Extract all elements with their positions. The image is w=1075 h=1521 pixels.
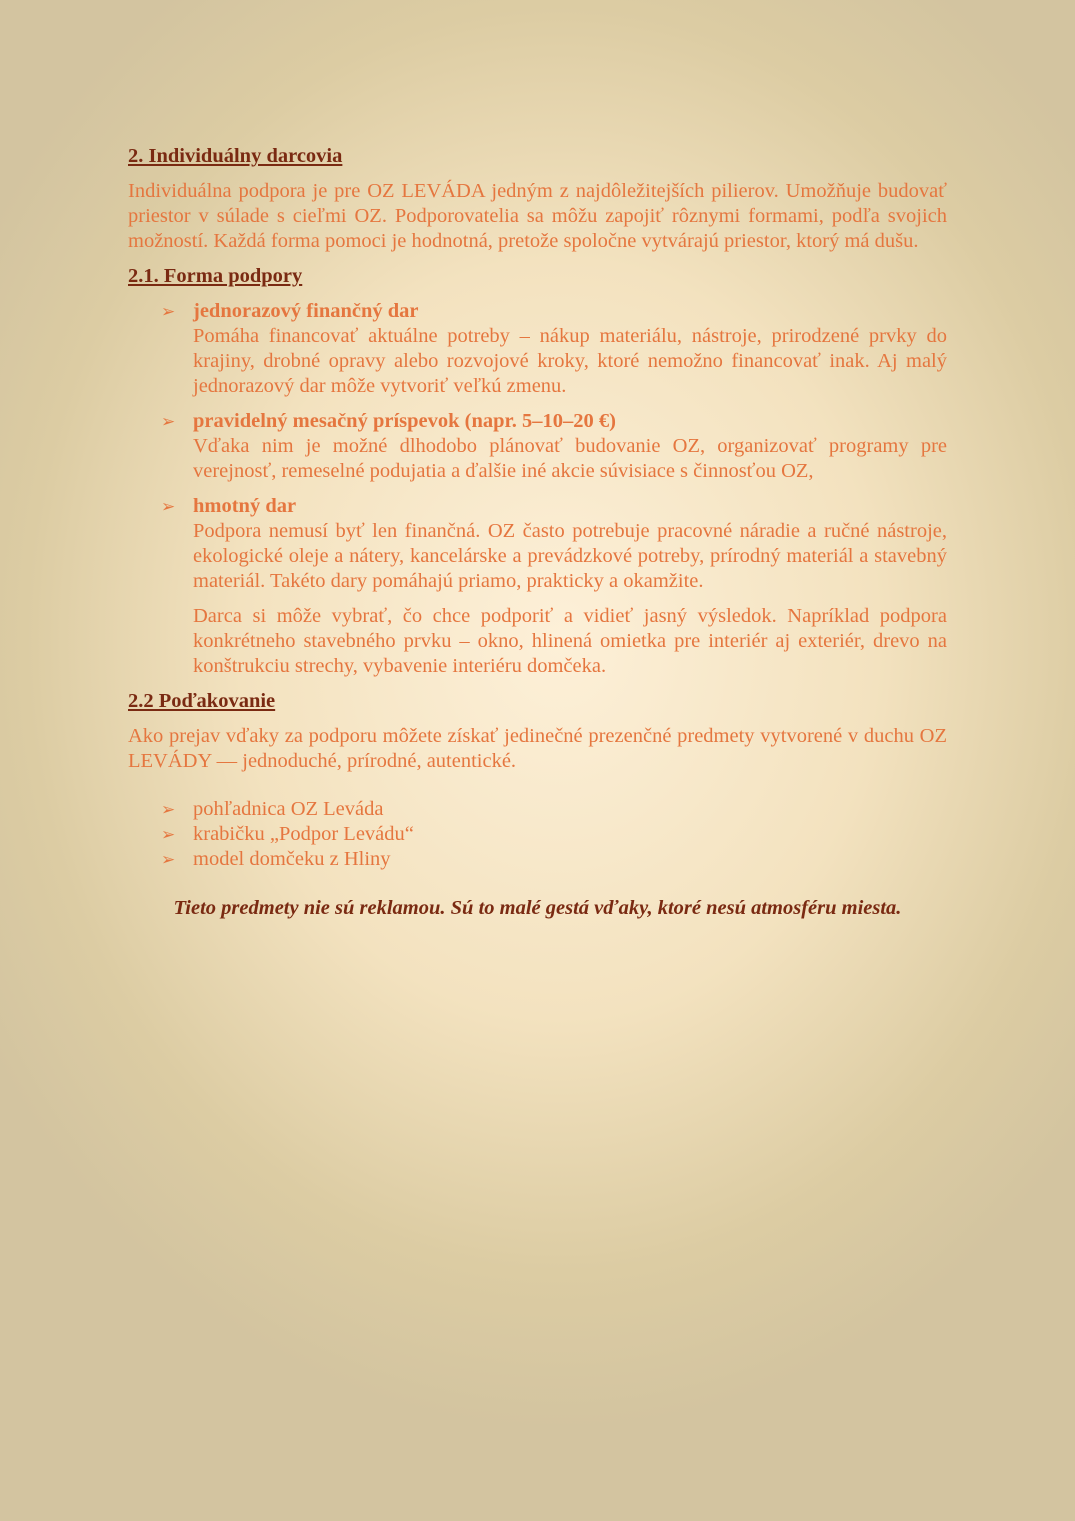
arrow-bullet-icon: ➢ — [161, 412, 176, 431]
form-title: pravidelný mesačný príspevok (napr. 5–10–20 €) — [193, 410, 616, 432]
list-item — [128, 409, 947, 484]
subsection-heading-thanks: 2.2 Poďakovanie — [128, 690, 276, 712]
document-page — [128, 144, 947, 921]
closing-statement: Tieto predmety nie sú reklamou. Sú to malé gestá vďaky, ktoré nesú atmosféru miesta. — [173, 897, 902, 919]
form-description: Vďaka nim je možné dlhodobo plánovať budovanie OZ, organizovať programy pre verejnosť, remeselné podujatia a ďalšie iné akcie súvisiace s činnosťou OZ, — [193, 435, 947, 482]
support-forms-list — [128, 299, 947, 679]
arrow-bullet-icon: ➢ — [161, 497, 176, 516]
subsection-heading-forms: 2.1. Forma podpory — [128, 265, 303, 287]
arrow-bullet-icon: ➢ — [161, 850, 176, 869]
thanks-paragraph: Ako prejav vďaky za podporu môžete získať jedinečné prezenčné predmety vytvorené v duchu OZ LEVÁDY — jednoduché, prírodné, autentické. — [128, 725, 947, 772]
arrow-bullet-icon: ➢ — [161, 800, 176, 819]
thanks-item-label: pohľadnica OZ Leváda — [193, 798, 384, 820]
form-extra-description: Darca si môže vybrať, čo chce podporiť a vidieť jasný výsledok. Napríklad podpora konkrétneho stavebného prvku – okno, hlinená omietka pre interiér aj exteriér, drevo na konštrukciu strechy, vybavenie interiéru domčeka. — [193, 605, 947, 677]
arrow-bullet-icon: ➢ — [161, 825, 176, 844]
thanks-item-label: model domčeku z Hliny — [193, 848, 391, 870]
list-item — [128, 494, 947, 679]
thanks-items-list — [128, 797, 947, 872]
section-heading: 2. Individuálny darcovia — [128, 145, 343, 167]
list-item — [128, 822, 947, 847]
arrow-bullet-icon: ➢ — [161, 302, 176, 321]
list-item — [128, 299, 947, 399]
form-description: Podpora nemusí byť len finančná. OZ často potrebuje pracovné náradie a ručné nástroje, ekologické oleje a nátery, kancelárske a prevádzkové potreby, prírodný materiál a stavebný materiál. Takéto dary pomáhajú priamo, prakticky a okamžite. — [193, 520, 947, 592]
thanks-item-label: krabičku „Podpor Levádu“ — [193, 823, 414, 845]
list-item — [128, 847, 947, 872]
form-description: Pomáha financovať aktuálne potreby – nákup materiálu, nástroje, prirodzené prvky do krajiny, drobné opravy alebo rozvojové kroky, ktoré nemožno financovať inak. Aj malý jednorazový dar môže vytvoriť veľkú zmenu. — [193, 325, 947, 397]
form-title: hmotný dar — [193, 495, 297, 517]
intro-paragraph: Individuálna podpora je pre OZ LEVÁDA jedným z najdôležitejších pilierov. Umožňuje budovať priestor v súlade s cieľmi OZ. Podporovatelia sa môžu zapojiť rôznymi formami, podľa svojich možností. Každá forma pomoci je hodnotná, pretože spoločne vytvárajú priestor, ktorý má dušu. — [128, 180, 947, 252]
list-item — [128, 797, 947, 822]
form-title: jednorazový finančný dar — [193, 300, 419, 322]
